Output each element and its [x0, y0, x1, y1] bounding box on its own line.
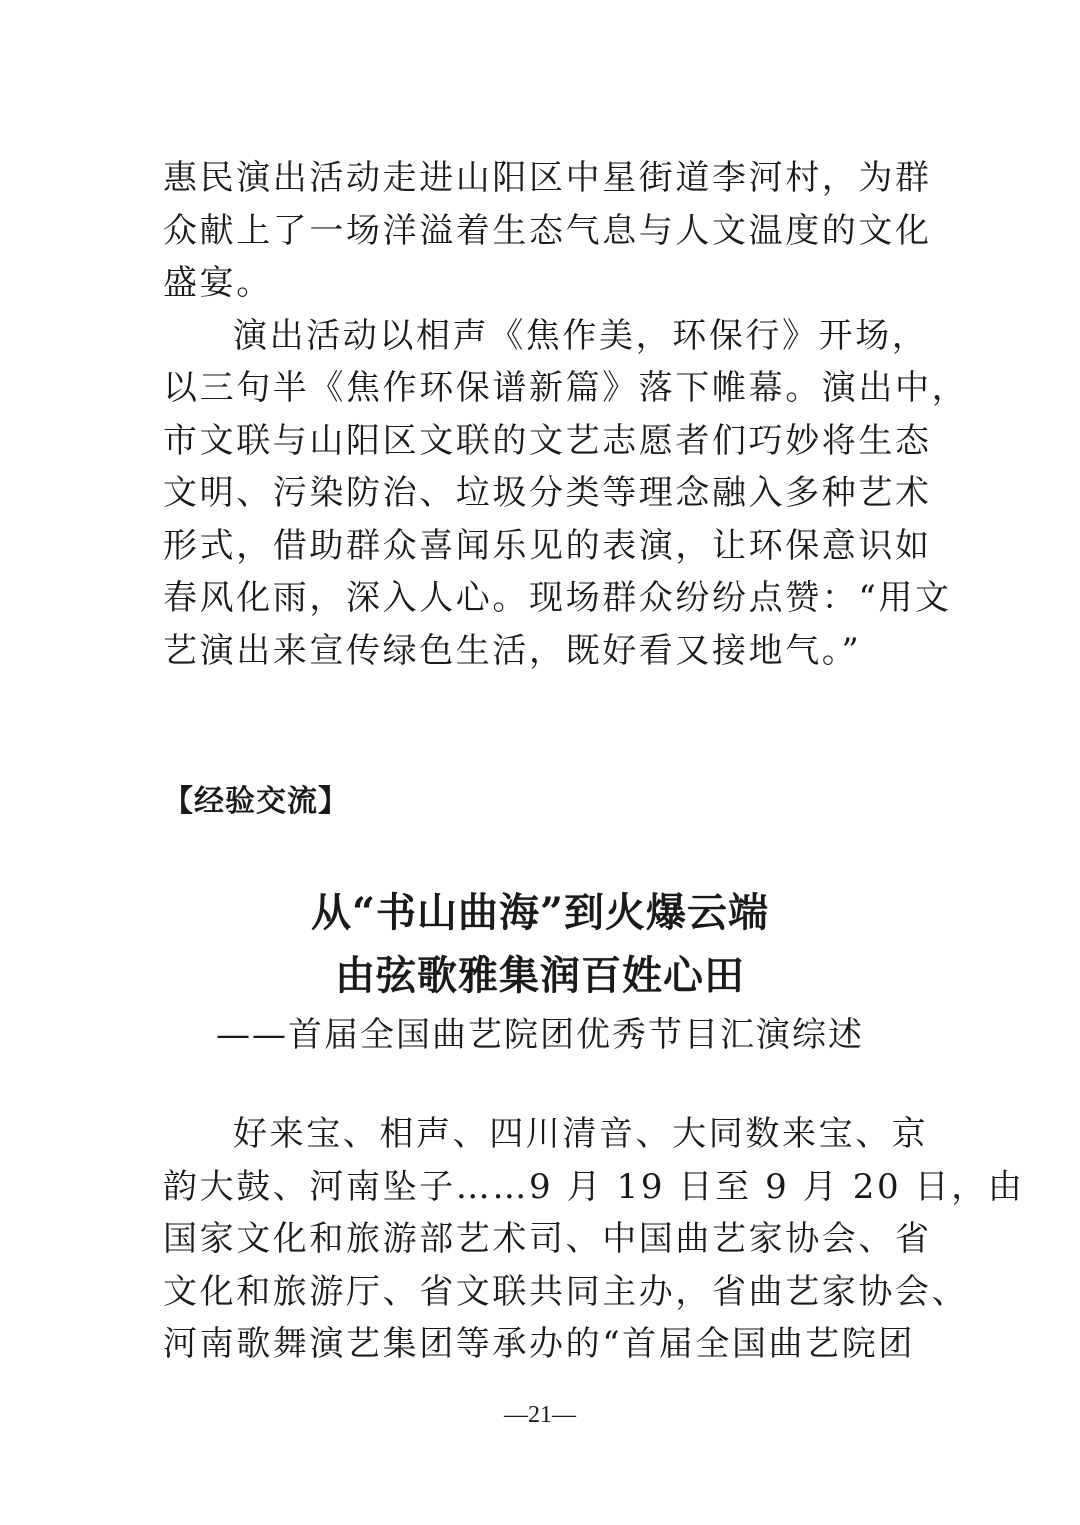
text-line: 惠民演出活动走进山阳区中星街道李河村，为群 [163, 158, 932, 198]
text-line: 河南歌舞演艺集团等承办的“首届全国曲艺院团 [163, 1324, 915, 1364]
text-line: 韵大鼓、河南坠子……9 月 19 日至 9 月 20 日，由 [163, 1166, 1025, 1207]
section-tag: 【经验交流】 [163, 784, 349, 819]
page-number: —21— [504, 1402, 576, 1428]
text-line: 盛宴。 [163, 263, 273, 303]
text-line: 文明、污染防治、垃圾分类等理念融入多种艺术 [163, 473, 932, 513]
text-line: 市文联与山阳区文联的文艺志愿者们巧妙将生态 [163, 420, 932, 461]
text-line: 众献上了一场洋溢着生态气息与人文温度的文化 [163, 210, 932, 251]
text-line: 文化和旅游厅、省文联共同主办，省曲艺家协会、 [163, 1271, 969, 1312]
headline-line-1: 从“书山曲海”到火爆云端 [310, 889, 769, 936]
text-line: 演出活动以相声《焦作美，环保行》开场， [233, 315, 929, 356]
text-line: 艺演出来宣传绿色生活，既好看又接地气。” [163, 630, 862, 671]
text-line: 春风化雨，深入人心。现场群众纷纷点赞：“用文 [163, 578, 952, 618]
article-text-top [163, 152, 969, 677]
article-text-bottom [163, 1108, 1025, 1371]
headline-line-2: 由弦歌雅集润百姓心田 [335, 952, 745, 999]
text-line: 好来宝、相声、四川清音、大同数来宝、京 [233, 1114, 929, 1154]
text-line: 国家文化和旅游部艺术司、中国曲艺家协会、省 [163, 1219, 932, 1259]
text-line: 以三句半《焦作环保谱新篇》落下帷幕。演出中， [163, 368, 969, 408]
headline-subtitle: ——首届全国曲艺院团优秀节目汇演综述 [216, 1015, 864, 1055]
text-line: 形式，借助群众喜闻乐见的表演，让环保意识如 [163, 525, 932, 566]
